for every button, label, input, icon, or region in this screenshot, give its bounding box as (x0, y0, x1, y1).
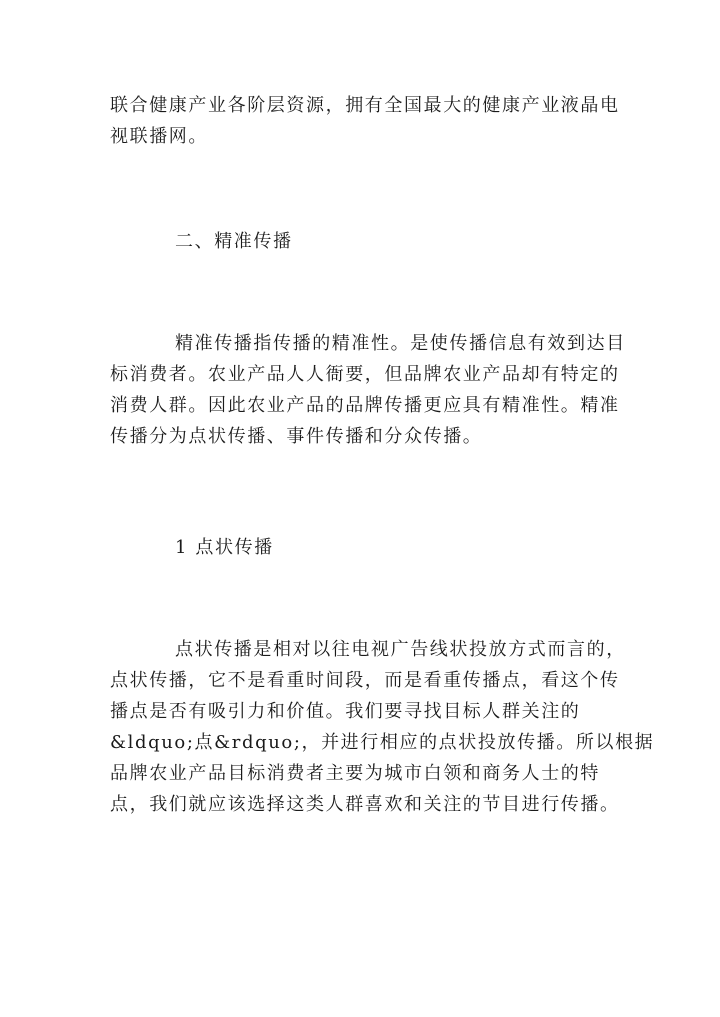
paragraph-line: 播点是否有吸引力和价值。我们要寻找目标人群关注的 (110, 701, 581, 722)
paragraph-line: 联合健康产业各阶层资源，拥有全国最大的健康产业液晶电 (110, 95, 620, 116)
paragraph-line: 标消费者。农业产品人人衙要，但品牌农业产品却有特定的 (110, 364, 620, 385)
section-heading-precise-communication: 二、精准传播 (175, 231, 293, 252)
paragraph-line: 点，我们就应该选择这类人群喜欢和关注的节目进行传播。 (110, 794, 620, 815)
paragraph-point-communication (110, 634, 655, 820)
subsection-heading-point-communication: 1 点状传播 (175, 537, 274, 558)
paragraph-line: 品牌农业产品目标消费者主要为城市白领和商务人士的特 (110, 763, 600, 784)
paragraph-line: 点状传播，它不是看重时间段，而是看重传播点，看这个传 (110, 670, 620, 691)
paragraph-line: 精准传播指传播的精准性。是使传播信息有效到达目 (175, 333, 626, 354)
paragraph-health-network (110, 90, 620, 152)
paragraph-line: 点状传播是相对以往电视广告线状投放方式而言的， (175, 639, 626, 660)
paragraph-line: &ldquo;点&rdquo;，并进行相应的点状投放传播。所以根据 (110, 732, 655, 753)
paragraph-line: 传播分为点状传播、事件传播和分众传播。 (110, 426, 483, 447)
paragraph-line: 视联播网。 (110, 126, 208, 147)
paragraph-precise-communication (110, 328, 626, 452)
paragraph-line: 消费人群。因此农业产品的品牌传播更应具有精准性。精准 (110, 395, 620, 416)
